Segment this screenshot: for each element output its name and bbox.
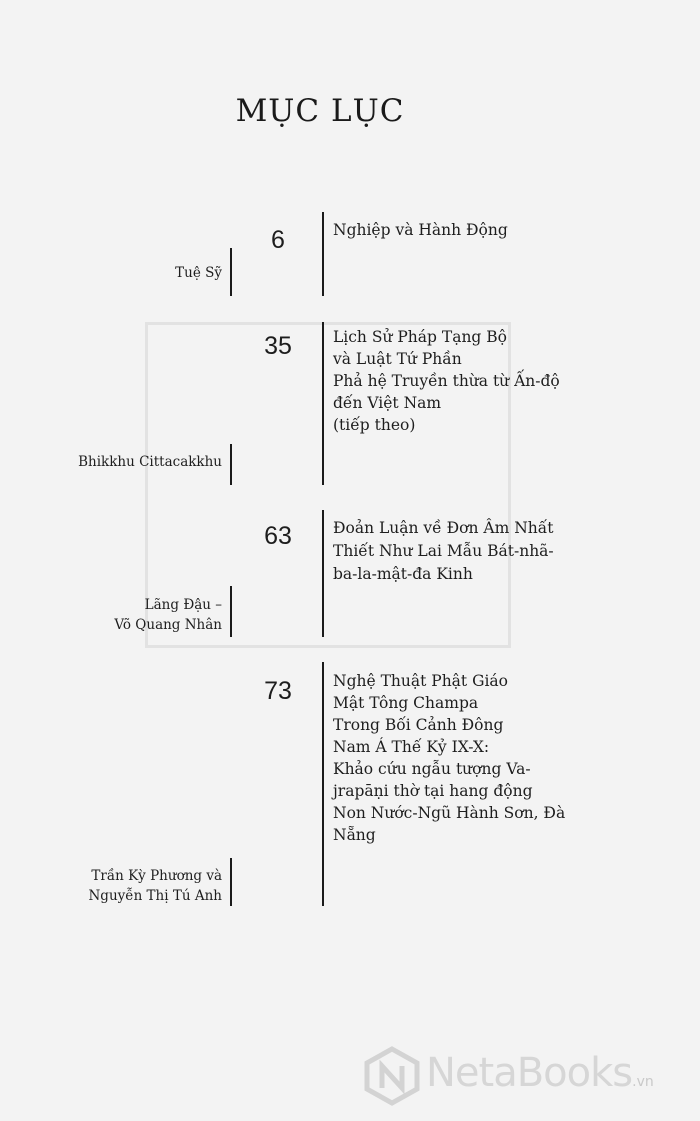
author-divider-line: [230, 248, 232, 296]
entry-title: Lịch Sử Pháp Tạng Bộ và Luật Tứ Phần Phả hệ Truyền thừa từ Ấn-độ đến Việt Nam (tiếp theo): [333, 328, 560, 434]
divider-line: [322, 322, 324, 485]
entry-author: Bhikkhu Cittacakkhu: [78, 454, 222, 470]
page-number: 63: [264, 522, 292, 550]
divider-line: [322, 212, 324, 296]
netabooks-watermark: [362, 1040, 700, 1120]
divider-line: [322, 662, 324, 906]
author-divider-line: [230, 444, 232, 485]
entry-author: Lãng Đậu – Võ Quang Nhân: [114, 597, 222, 633]
entry-title: Nghệ Thuật Phật Giáo Mật Tông Champa Trong Bối Cảnh Đông Nam Á Thế Kỷ IX-X: Khảo cứu ngẫu tượng Va- jrapāṇi thờ tại hang động Non Nước-Ngũ Hành Sơn, Đà Nẵng: [333, 672, 566, 844]
divider-line: [322, 510, 324, 637]
page-number: 73: [264, 677, 292, 705]
entry-title: Nghiệp và Hành Động: [333, 221, 508, 239]
watermark-text: NetaBooks.vn: [426, 1050, 654, 1096]
entry-author: Trần Kỳ Phương và Nguyễn Thị Tú Anh: [88, 868, 222, 904]
page-number: 6: [271, 226, 285, 254]
author-divider-line: [230, 858, 232, 906]
page-title: MỤC LỤC: [235, 93, 405, 129]
entry-author: Tuệ Sỹ: [175, 265, 222, 281]
entry-title: Đoản Luận về Đơn Âm Nhất Thiết Như Lai Mẫu Bát-nhã- ba-la-mật-đa Kinh: [333, 519, 554, 583]
page-number: 35: [264, 332, 292, 360]
netabooks-logo-icon: [362, 1046, 422, 1106]
author-divider-line: [230, 586, 232, 637]
